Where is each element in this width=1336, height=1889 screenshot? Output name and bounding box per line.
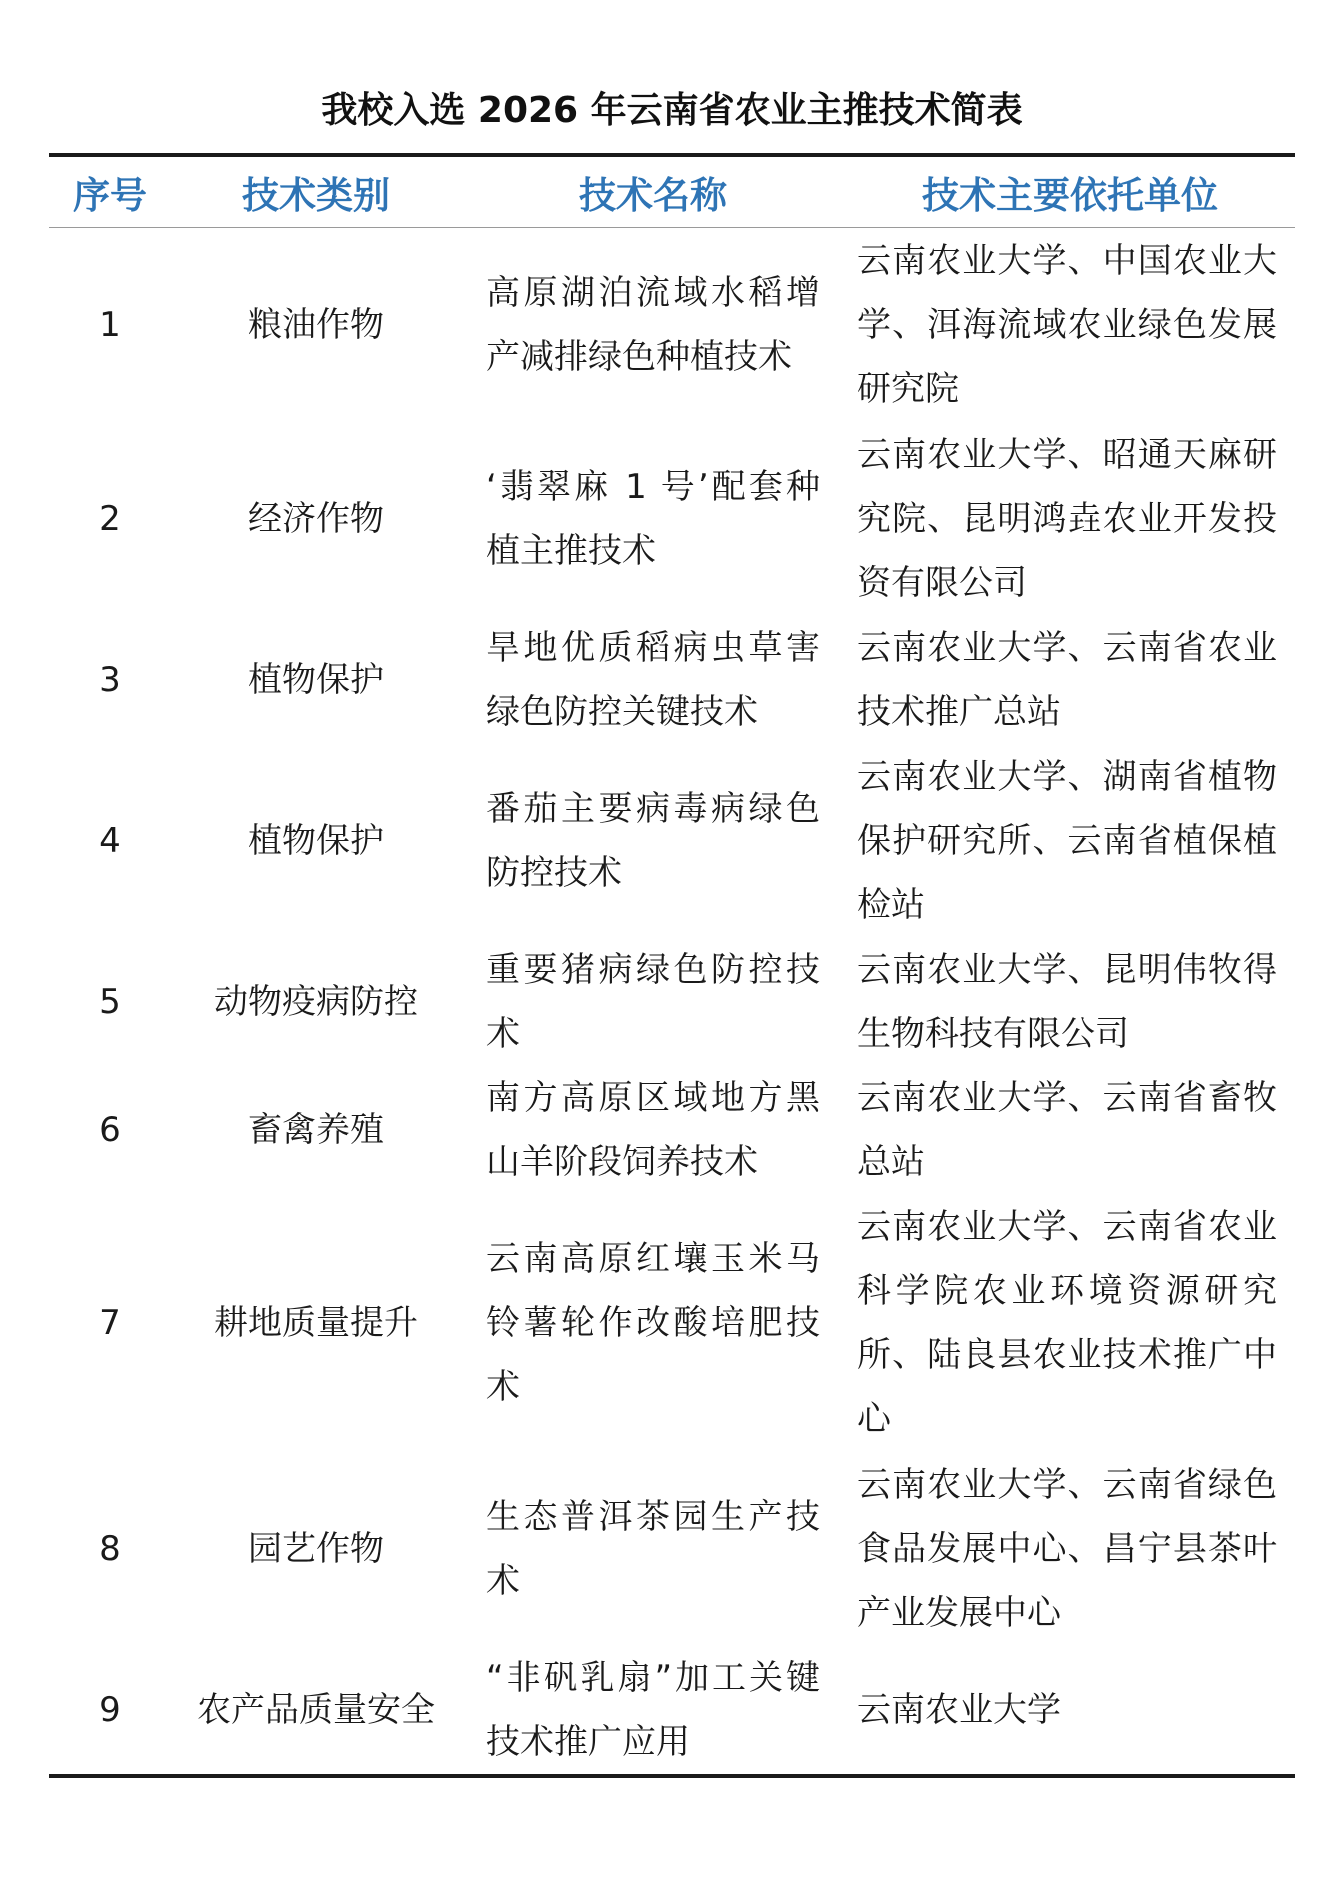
row-index: 4 [99, 821, 121, 861]
row-index: 6 [99, 1110, 121, 1150]
row-units: 云南农业大学、昭通天麻研究院、昆明鸿垚农业开发投资有限公司 [857, 435, 1277, 603]
table-row [49, 1066, 1295, 1194]
table-row [49, 1194, 1295, 1452]
row-index: 1 [99, 305, 121, 345]
header-category: 技术类别 [171, 155, 461, 228]
header-index: 序号 [49, 155, 171, 228]
row-index: 8 [99, 1529, 121, 1569]
row-tech-name: 重要猪病绿色防控技术 [486, 950, 820, 1054]
row-category: 畜禽养殖 [248, 1110, 384, 1150]
table-row [49, 1452, 1295, 1646]
row-units: 云南农业大学、昆明伟牧得生物科技有限公司 [857, 950, 1277, 1054]
table-row [49, 744, 1295, 938]
row-tech-name: 云南高原红壤玉米马铃薯轮作改酸培肥技术 [486, 1239, 820, 1407]
row-category: 园艺作物 [248, 1529, 384, 1569]
row-units: 云南农业大学 [857, 1690, 1061, 1730]
row-category: 农产品质量安全 [197, 1690, 435, 1730]
row-category: 耕地质量提升 [214, 1303, 418, 1343]
table-row [49, 422, 1295, 616]
row-units: 云南农业大学、中国农业大学、洱海流域农业绿色发展研究院 [857, 241, 1277, 409]
technology-table [49, 153, 1295, 1778]
table-row [49, 938, 1295, 1066]
header-name: 技术名称 [461, 155, 845, 228]
row-index: 3 [99, 660, 121, 700]
row-units: 云南农业大学、云南省绿色食品发展中心、昌宁县茶叶产业发展中心 [857, 1465, 1277, 1633]
row-index: 5 [99, 982, 121, 1022]
row-category: 粮油作物 [248, 305, 384, 345]
row-tech-name: 番茄主要病毒病绿色防控技术 [486, 789, 820, 893]
row-category: 经济作物 [248, 499, 384, 539]
table-header-row [49, 155, 1295, 228]
row-tech-name: 旱地优质稻病虫草害绿色防控关键技术 [486, 628, 820, 732]
header-units: 技术主要依托单位 [845, 155, 1295, 228]
row-units: 云南农业大学、云南省农业技术推广总站 [857, 628, 1277, 732]
row-tech-name: 生态普洱茶园生产技术 [486, 1497, 820, 1601]
row-units: 云南农业大学、湖南省植物保护研究所、云南省植保植检站 [857, 757, 1277, 925]
row-tech-name: “非矾乳扇”加工关键技术推广应用 [486, 1658, 820, 1762]
table-row [49, 1646, 1295, 1776]
row-tech-name: ‘翡翠麻 1 号’配套种植主推技术 [486, 467, 820, 571]
row-tech-name: 南方高原区域地方黑山羊阶段饲养技术 [486, 1078, 820, 1182]
document-title: 我校入选 2026 年云南省农业主推技术简表 [321, 90, 1023, 131]
row-category: 植物保护 [248, 821, 384, 861]
row-units: 云南农业大学、云南省农业科学院农业环境资源研究所、陆良县农业技术推广中心 [857, 1207, 1277, 1439]
row-category: 植物保护 [248, 660, 384, 700]
row-category: 动物疫病防控 [214, 982, 418, 1022]
row-tech-name: 高原湖泊流域水稻增产减排绿色种植技术 [486, 273, 820, 377]
row-index: 2 [99, 499, 121, 539]
table-row [49, 616, 1295, 744]
row-units: 云南农业大学、云南省畜牧总站 [857, 1078, 1277, 1182]
table-row [49, 228, 1295, 423]
row-index: 7 [99, 1303, 121, 1343]
row-index: 9 [99, 1690, 121, 1730]
